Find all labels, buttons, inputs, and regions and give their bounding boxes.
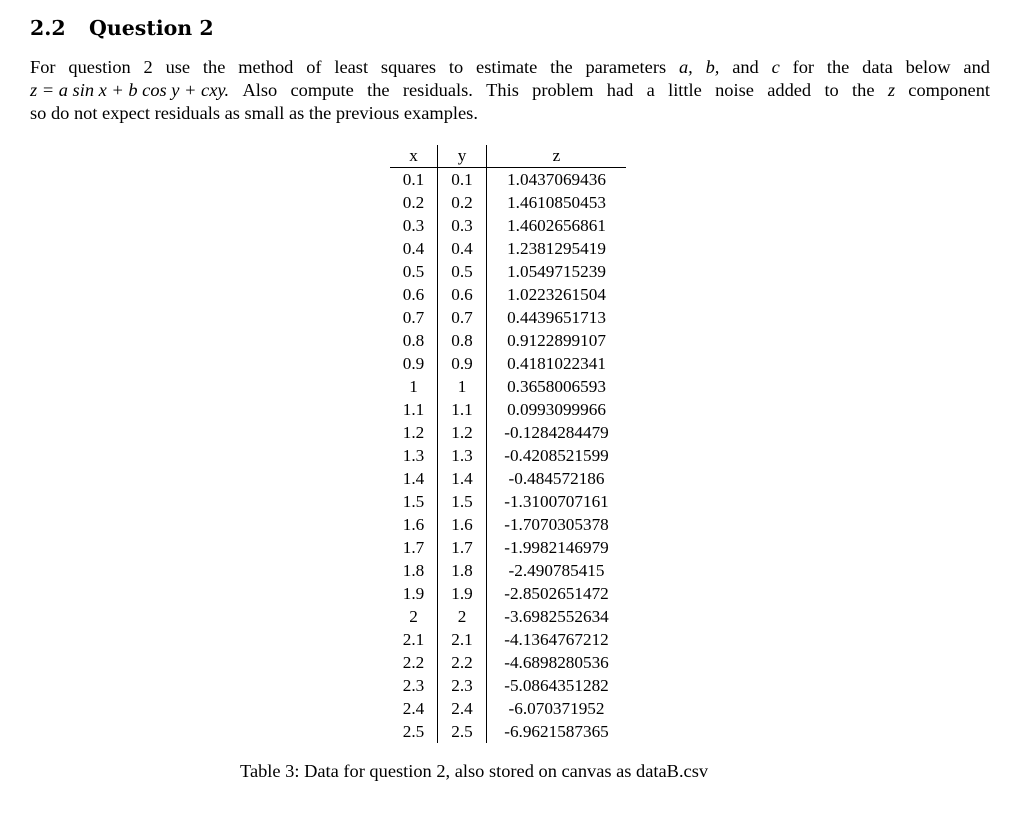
paragraph-word: 2 xyxy=(143,57,153,77)
table-row xyxy=(390,237,626,260)
paragraph-word: for xyxy=(792,57,815,77)
paragraph-word: method xyxy=(238,57,294,77)
cell-z: 1.0223261504 xyxy=(507,285,606,304)
cell-y: 1.4 xyxy=(438,467,487,490)
cell-z: -0.1284284479 xyxy=(504,423,609,442)
cell-y: 1.9 xyxy=(438,582,487,605)
cell-z: -2.8502651472 xyxy=(504,584,609,603)
cell-y: 0.7 xyxy=(438,306,487,329)
paragraph-line-3: so do not expect residuals as small as the previous examples. xyxy=(30,103,478,123)
paragraph-word: added xyxy=(767,80,812,100)
cell-z: -6.070371952 xyxy=(508,699,605,718)
cell-x: 0.6 xyxy=(390,283,438,306)
table-row xyxy=(390,697,626,720)
cell-z: -2.490785415 xyxy=(508,561,605,580)
cell-y: 1.5 xyxy=(438,490,487,513)
cell-x: 1.3 xyxy=(390,444,438,467)
table-row xyxy=(390,375,626,398)
cell-z: -6.9621587365 xyxy=(504,722,609,741)
cell-z: -0.484572186 xyxy=(508,469,605,488)
cell-y: 1.7 xyxy=(438,536,487,559)
cell-y: 0.4 xyxy=(438,237,487,260)
paragraph-line-2 xyxy=(30,79,990,102)
table-row xyxy=(390,214,626,237)
table-row xyxy=(390,651,626,674)
cell-z: 0.9122899107 xyxy=(507,331,606,350)
cell-y: 2.4 xyxy=(438,697,487,720)
paragraph-word: estimate xyxy=(476,57,538,77)
cell-x: 2.5 xyxy=(390,720,438,743)
cell-z: -1.7070305378 xyxy=(504,515,609,534)
cell-x: 2.1 xyxy=(390,628,438,651)
table-row xyxy=(390,191,626,214)
cell-y: 1.6 xyxy=(438,513,487,536)
cell-y: 0.3 xyxy=(438,214,487,237)
cell-z: -3.6982552634 xyxy=(504,607,609,626)
cell-x: 2.4 xyxy=(390,697,438,720)
cell-y: 1.8 xyxy=(438,559,487,582)
cell-x: 0.8 xyxy=(390,329,438,352)
cell-x: 1.2 xyxy=(390,421,438,444)
paragraph-word: to xyxy=(824,80,839,100)
paragraph-word: a xyxy=(646,80,655,100)
paragraph-word: the xyxy=(826,57,850,77)
section-number: 2.2 xyxy=(30,16,66,40)
cell-y: 1.1 xyxy=(438,398,487,421)
table-row xyxy=(390,352,626,375)
cell-z: 1.4610850453 xyxy=(507,193,606,212)
paragraph-word: squares xyxy=(380,57,437,77)
cell-x: 1.9 xyxy=(390,582,438,605)
table-row xyxy=(390,582,626,605)
table-row xyxy=(390,421,626,444)
cell-y: 2 xyxy=(438,605,487,628)
paragraph-word: data xyxy=(862,57,893,77)
paragraph-word: For xyxy=(30,57,56,77)
cell-x: 0.9 xyxy=(390,352,438,375)
paragraph-word: and xyxy=(963,57,990,77)
cell-x: 1.8 xyxy=(390,559,438,582)
cell-x: 0.4 xyxy=(390,237,438,260)
cell-z: 0.4439651713 xyxy=(507,308,606,327)
table-row xyxy=(390,168,626,192)
table-row xyxy=(390,720,626,743)
cell-y: 2.1 xyxy=(438,628,487,651)
paragraph-word: use xyxy=(165,57,191,77)
cell-x: 1 xyxy=(390,375,438,398)
cell-y: 0.8 xyxy=(438,329,487,352)
paragraph-line-1-words xyxy=(30,56,990,79)
paragraph-line-2-words xyxy=(30,79,990,102)
paragraph-word: question xyxy=(68,57,131,77)
column-header-z: z xyxy=(487,145,627,168)
paragraph-word: least xyxy=(334,57,369,77)
table-row xyxy=(390,306,626,329)
table-row xyxy=(390,628,626,651)
paragraph-word: below xyxy=(905,57,951,77)
column-header-y: y xyxy=(438,145,487,168)
table-row xyxy=(390,467,626,490)
table-row xyxy=(390,398,626,421)
cell-x: 0.2 xyxy=(390,191,438,214)
column-header-x: x xyxy=(390,145,438,168)
paragraph-word: to xyxy=(448,57,464,77)
cell-z: -5.0864351282 xyxy=(504,676,609,695)
cell-z: -0.4208521599 xyxy=(504,446,609,465)
paragraph-line-1 xyxy=(30,56,990,79)
table-row xyxy=(390,329,626,352)
paragraph-word: little xyxy=(668,80,702,100)
cell-z: 1.0549715239 xyxy=(507,262,606,281)
cell-x: 2.2 xyxy=(390,651,438,674)
paragraph-word: parameters xyxy=(585,57,667,77)
cell-y: 0.2 xyxy=(438,191,487,214)
paragraph-word: problem xyxy=(532,80,594,100)
cell-x: 2 xyxy=(390,605,438,628)
cell-y: 2.3 xyxy=(438,674,487,697)
cell-z: 0.3658006593 xyxy=(507,377,606,396)
cell-y: 1 xyxy=(438,375,487,398)
cell-y: 2.5 xyxy=(438,720,487,743)
paragraph-word: c xyxy=(771,57,780,77)
cell-x: 1.7 xyxy=(390,536,438,559)
cell-x: 0.3 xyxy=(390,214,438,237)
table-row xyxy=(390,260,626,283)
table-row xyxy=(390,605,626,628)
cell-y: 0.6 xyxy=(438,283,487,306)
table-row xyxy=(390,536,626,559)
paragraph-word: b, xyxy=(705,57,720,77)
cell-x: 1.4 xyxy=(390,467,438,490)
paragraph-word: the xyxy=(367,80,390,100)
paragraph-word: the xyxy=(852,80,875,100)
table-body xyxy=(390,168,626,744)
paragraph-word: the xyxy=(550,57,573,77)
cell-x: 0.1 xyxy=(390,168,438,192)
cell-x: 1.1 xyxy=(390,398,438,421)
cell-x: 0.7 xyxy=(390,306,438,329)
cell-z: -1.9982146979 xyxy=(504,538,609,557)
cell-y: 0.9 xyxy=(438,352,487,375)
paragraph-word: of xyxy=(306,57,322,77)
cell-y: 1.3 xyxy=(438,444,487,467)
cell-z: -1.3100707161 xyxy=(504,492,609,511)
cell-x: 0.5 xyxy=(390,260,438,283)
data-table xyxy=(390,145,626,743)
table-row xyxy=(390,444,626,467)
paragraph-word: had xyxy=(606,80,634,100)
cell-y: 2.2 xyxy=(438,651,487,674)
cell-x: 2.3 xyxy=(390,674,438,697)
table-header-row xyxy=(390,145,626,168)
paragraph-word: residuals. xyxy=(402,80,473,100)
cell-z: -4.6898280536 xyxy=(504,653,609,672)
cell-x: 1.5 xyxy=(390,490,438,513)
paragraph-word: a, xyxy=(678,57,693,77)
paragraph-word: This xyxy=(486,80,519,100)
section-title: Question 2 xyxy=(89,16,214,40)
paragraph-word: compute xyxy=(290,80,354,100)
cell-y: 0.5 xyxy=(438,260,487,283)
table-caption: Table 3: Data for question 2, also stored on canvas as dataB.csv xyxy=(240,761,709,781)
table-row xyxy=(390,490,626,513)
cell-z: -4.1364767212 xyxy=(504,630,609,649)
table-row xyxy=(390,513,626,536)
cell-z: 1.2381295419 xyxy=(507,239,606,258)
section-heading xyxy=(30,16,214,40)
paragraph-word: z xyxy=(887,80,895,100)
cell-z: 0.0993099966 xyxy=(507,400,606,419)
paragraph-word: noise xyxy=(715,80,754,100)
table-row xyxy=(390,559,626,582)
cell-z: 0.4181022341 xyxy=(507,354,606,373)
cell-z: 1.0437069436 xyxy=(507,170,606,189)
formula: z = a sin x + b cos y + cxy. xyxy=(30,80,230,100)
cell-z: 1.4602656861 xyxy=(507,216,606,235)
paragraph-word: the xyxy=(202,57,226,77)
cell-y: 1.2 xyxy=(438,421,487,444)
cell-x: 1.6 xyxy=(390,513,438,536)
paragraph-word: Also xyxy=(242,80,278,100)
cell-y: 0.1 xyxy=(438,168,487,192)
table-row xyxy=(390,283,626,306)
paragraph-word: and xyxy=(732,57,759,77)
paragraph-word: component xyxy=(908,80,990,100)
table-row xyxy=(390,674,626,697)
